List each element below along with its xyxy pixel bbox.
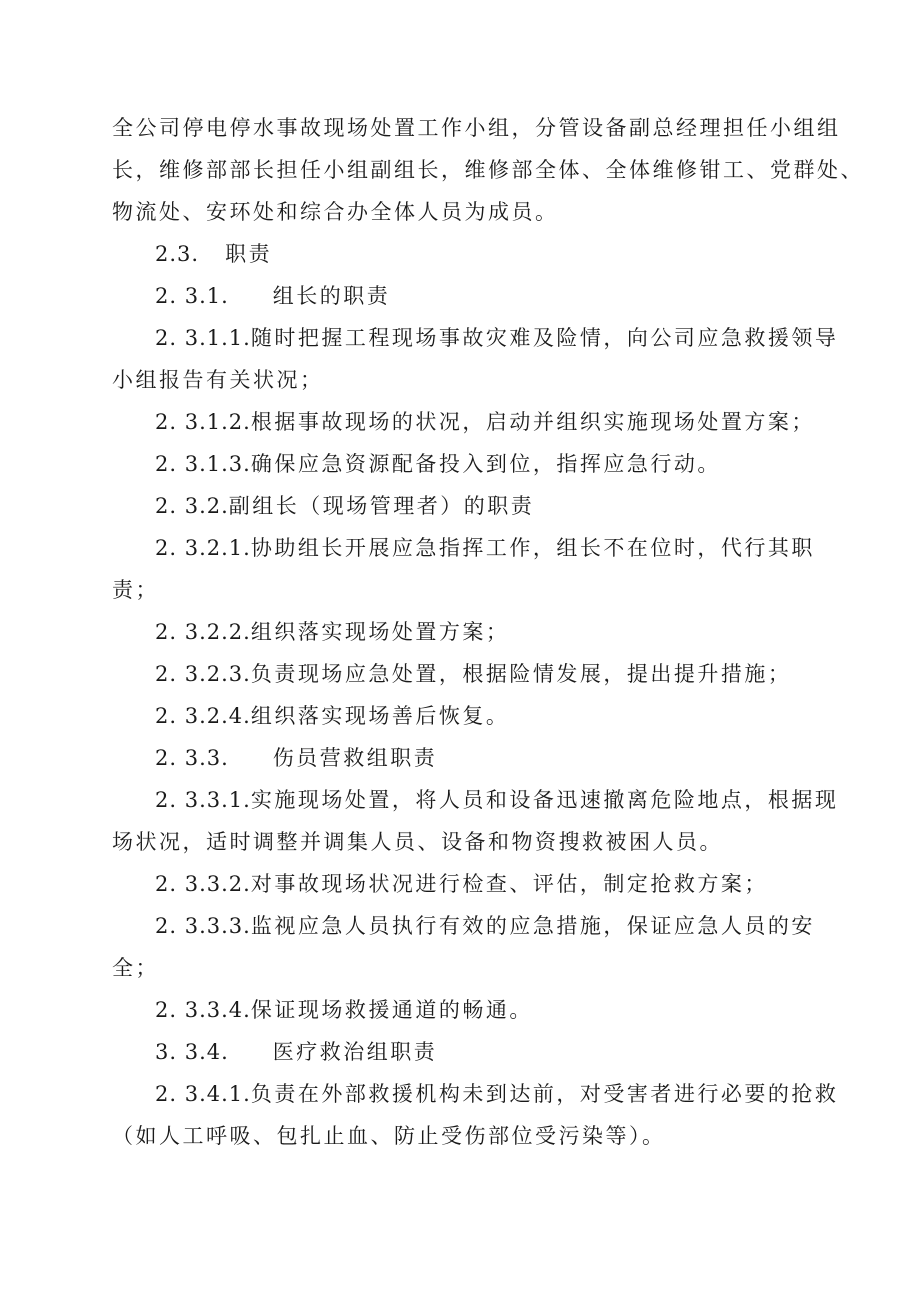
section-number: 2. 3.2. bbox=[155, 494, 229, 518]
clause-text: 组织落实现场处置方案； bbox=[250, 620, 510, 644]
clause-text: 协助组长开展应急指挥工作，组长不在位时，代行其职 bbox=[250, 536, 815, 560]
line-text: 责； bbox=[112, 578, 159, 602]
clause-text: 随时把握工程现场事故灾难及险情，向公司应急救援领导 bbox=[250, 326, 839, 350]
line-text: 全； bbox=[112, 956, 159, 980]
line-text: （如人工呼吸、包扎止血、防止受伤部位受污染等）。 bbox=[112, 1124, 666, 1148]
clause-text: 确保应急资源配备投入到位，指挥应急行动。 bbox=[250, 452, 721, 476]
paragraph-line bbox=[112, 948, 159, 988]
clause-number: 2. 3.3.2. bbox=[155, 872, 251, 896]
clause-line bbox=[155, 696, 509, 736]
line-text: 长，维修部部长担任小组副组长，维修部全体、全体维修钳工、党群处、 bbox=[112, 158, 864, 182]
paragraph-line bbox=[112, 192, 559, 232]
line-text: 场状况，适时调整并调集人员、设备和物资搜救被困人员。 bbox=[112, 830, 723, 854]
clause-text: 负责在外部救援机构未到达前，对受害者进行必要的抢救 bbox=[250, 1082, 839, 1106]
paragraph-line bbox=[112, 108, 841, 148]
clause-number: 2. 3.4.1. bbox=[155, 1082, 251, 1106]
clause-text: 监视应急人员执行有效的应急措施，保证应急人员的安 bbox=[250, 914, 815, 938]
section-heading bbox=[155, 1032, 437, 1072]
section-number: 2. 3.3. bbox=[155, 746, 229, 770]
paragraph-line bbox=[112, 570, 159, 610]
section-heading bbox=[155, 276, 390, 316]
clause-line bbox=[155, 612, 509, 652]
paragraph-line bbox=[112, 150, 864, 190]
line-text: 全公司停电停水事故现场处置工作小组，分管设备副总经理担任小组组 bbox=[112, 116, 841, 140]
clause-number: 2. 3.2.3. bbox=[155, 662, 251, 686]
clause-line bbox=[155, 318, 838, 358]
clause-number: 2. 3.1.2. bbox=[155, 410, 251, 434]
clause-number: 2. 3.2.4. bbox=[155, 704, 251, 728]
section-title: 伤员营救组职责 bbox=[272, 746, 438, 770]
section-heading bbox=[155, 486, 534, 526]
clause-line bbox=[155, 1074, 838, 1114]
line-text: 物流处、安环处和综合办全体人员为成员。 bbox=[112, 200, 559, 224]
line-text: 小组报告有关状况； bbox=[112, 368, 324, 392]
section-title: 职责 bbox=[225, 242, 273, 266]
paragraph-line bbox=[112, 1116, 666, 1156]
clause-number: 2. 3.3.1. bbox=[155, 788, 251, 812]
paragraph-line bbox=[112, 360, 324, 400]
clause-line bbox=[155, 990, 533, 1030]
section-number: 2.3. bbox=[155, 242, 200, 266]
clause-text: 组织落实现场善后恢复。 bbox=[250, 704, 510, 728]
clause-number: 2. 3.2.2. bbox=[155, 620, 251, 644]
section-title: 副组长（现场管理者）的职责 bbox=[228, 494, 535, 518]
clause-number: 2. 3.1.3. bbox=[155, 452, 251, 476]
clause-line bbox=[155, 906, 815, 946]
clause-number: 2. 3.3.3. bbox=[155, 914, 251, 938]
clause-line bbox=[155, 402, 815, 442]
clause-text: 负责现场应急处置，根据险情发展，提出提升措施； bbox=[250, 662, 792, 686]
paragraph-line bbox=[112, 822, 723, 862]
clause-text: 根据事故现场的状况，启动并组织实施现场处置方案； bbox=[250, 410, 815, 434]
section-number: 3. 3.4. bbox=[155, 1040, 229, 1064]
clause-line bbox=[155, 780, 838, 820]
clause-text: 保证现场救援通道的畅通。 bbox=[250, 998, 533, 1022]
clause-text: 实施现场处置，将人员和设备迅速撤离危险地点，根据现 bbox=[250, 788, 839, 812]
clause-line bbox=[155, 528, 815, 568]
section-title: 组长的职责 bbox=[272, 284, 391, 308]
clause-number: 2. 3.3.4. bbox=[155, 998, 251, 1022]
section-title: 医疗救治组职责 bbox=[272, 1040, 438, 1064]
section-heading bbox=[155, 234, 272, 274]
clause-number: 2. 3.2.1. bbox=[155, 536, 251, 560]
clause-line bbox=[155, 444, 721, 484]
clause-text: 对事故现场状况进行检查、评估，制定抢救方案； bbox=[250, 872, 768, 896]
section-number: 2. 3.1. bbox=[155, 284, 229, 308]
clause-line bbox=[155, 864, 768, 904]
clause-number: 2. 3.1.1. bbox=[155, 326, 251, 350]
section-heading bbox=[155, 738, 437, 778]
clause-line bbox=[155, 654, 791, 694]
